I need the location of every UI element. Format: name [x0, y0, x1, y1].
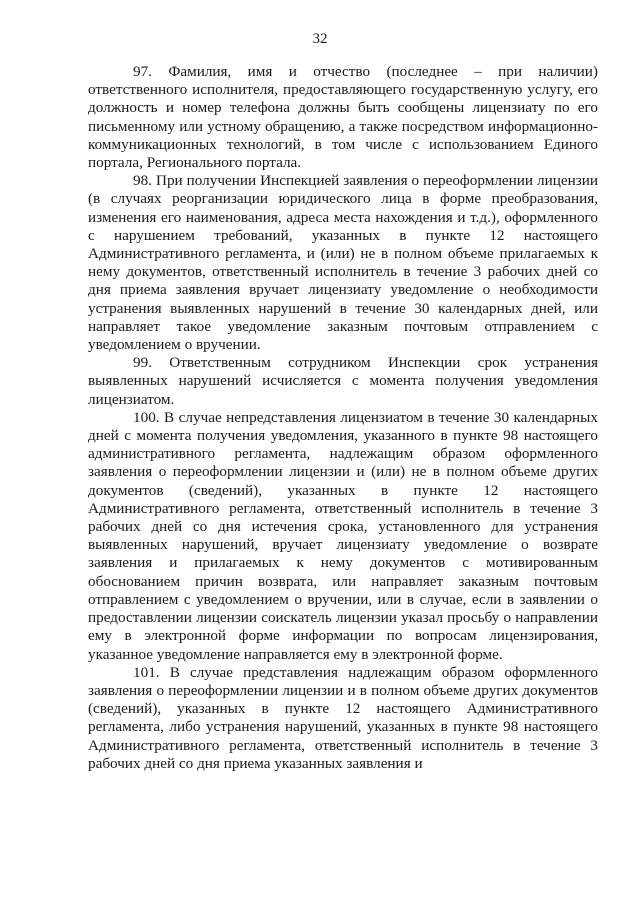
paragraph-101: 101. В случае представления надлежащим образом оформленного заявления о переоформлении лицензии и в полном объеме других документов (сведений), указанных в пункте 12 настоящего Административного регламента, либо устранения нарушений, указанных в пункте 98 настоящего Административного регламента, ответственный исполнитель в течение 3 рабочих дней со дня приема указанных заявления и [88, 663, 598, 772]
page-number: 32 [312, 31, 328, 47]
paragraph-97: 97. Фамилия, имя и отчество (последнее – при наличии) ответственного исполнителя, предоставляющего государственную услугу, его должность и номер телефона должны быть сообщены лицензиату по его письменному или устному обращению, а также посредством информационно-коммуникационных технологий, в том числе с использованием Единого портала, Регионального портала. [88, 63, 598, 172]
document-body [88, 63, 598, 773]
paragraph-98: 98. При получении Инспекцией заявления о переоформлении лицензии (в случаях реорганизации юридического лица в форме преобразования, изменения его наименования, адреса места нахождения и т.д.), оформленного с нарушением требований, указанных в пункте 12 настоящего Административного регламента, и (или) не в полном объеме прилагаемых к нему документов, ответственный исполнитель в течение 3 рабочих дней со дня приема заявления вручает лицензиату уведомление о необходимости устранения выявленных нарушений в течение 30 календарных дней, или направляет такое уведомление заказным почтовым отправлением с уведомлением о вручении. [88, 172, 598, 354]
paragraph-100: 100. В случае непредставления лицензиатом в течение 30 календарных дней с момента получения уведомления, указанного в пункте 98 настоящего административного регламента, надлежащим образом оформленного заявления о переоформлении лицензии и (или) не в полном объеме других документов (сведений), указанных в пункте 12 настоящего Административного регламента, ответственный исполнитель в течение 3 рабочих дней со дня истечения срока, установленного для устранения выявленных нарушений, вручает лицензиату уведомление о возврате заявления и прилагаемых к нему документов с мотивированным обоснованием причин возврата, или направляет заказным почтовым отправлением с уведомлением о вручении, или в случае, если в заявлении о предоставлении лицензии соискатель лицензии указал просьбу о направлении ему в электронной форме информации по вопросам лицензирования, указанное уведомление направляется ему в электронной форме. [88, 408, 598, 663]
paragraph-99: 99. Ответственным сотрудником Инспекции срок устранения выявленных нарушений исчисляется с момента получения уведомления лицензиатом. [88, 354, 598, 408]
